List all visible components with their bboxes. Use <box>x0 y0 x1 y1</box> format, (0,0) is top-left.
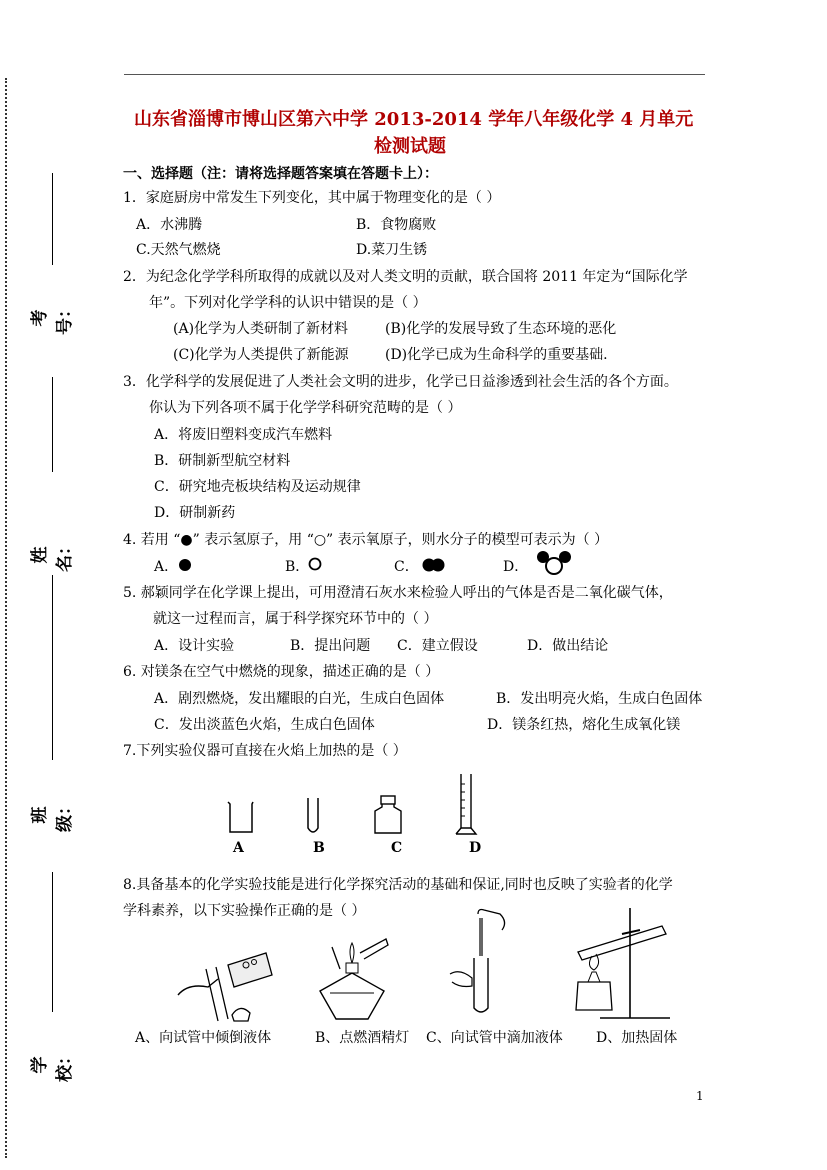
q5-option-c: C．建立假设 <box>397 638 478 654</box>
q8-option-c: C、向试管中滴加液体 <box>426 1030 563 1046</box>
single-solid-atom-icon <box>178 558 192 572</box>
q8-option-d: D、加热固体 <box>596 1030 678 1046</box>
pouring-liquid-icon <box>168 935 288 1023</box>
page-title-line2: 检测试题 <box>374 136 446 157</box>
q6-stem: 6. 对镁条在空气中燃烧的现象，描述正确的是（ ） <box>123 664 440 680</box>
q3-option-b: B．研制新型航空材料 <box>154 453 291 469</box>
q1-stem: 1．家庭厨房中常发生下列变化，其中属于物理变化的是（ ） <box>123 190 501 206</box>
class-label: 班级： <box>30 798 75 832</box>
q1-option-b: B．食物腐败 <box>356 217 437 233</box>
q1-option-a: A．水沸腾 <box>136 217 203 233</box>
q8-stem-line2: 学科素养，以下实验操作正确的是（ ） <box>123 903 366 919</box>
q7-option-d: D <box>469 840 482 856</box>
school-underline <box>52 872 53 1012</box>
binding-dotted-line <box>5 78 7 1158</box>
q6-option-d: D．镁条红热，熔化生成氧化镁 <box>487 717 681 733</box>
q5-stem-line1: 5. 郝颖同学在化学课上提出，可用澄清石灰水来检验人呼出的气体是否是二氧化碳气体， <box>123 585 673 601</box>
water-molecule-icon <box>536 549 572 577</box>
q4-option-b: B． <box>285 559 310 575</box>
exam-no-label: 考号： <box>30 301 75 335</box>
school-label: 学校： <box>30 1048 75 1082</box>
q1-option-c: C.天然气燃烧 <box>136 242 221 258</box>
q3-option-c: C．研究地壳板块结构及运动规律 <box>154 479 361 495</box>
q7-option-b: B <box>313 840 325 856</box>
q3-option-d: D．研制新药 <box>154 505 236 521</box>
q2-option-a: (A)化学为人类研制了新材料 <box>173 321 349 337</box>
name-underline <box>52 377 53 472</box>
page-title-line1: 山东省淄博市博山区第六中学 2013-2014 学年八年级化学 4 月单元 <box>134 109 694 130</box>
heating-solid-icon <box>570 906 682 1022</box>
q5-option-b: B．提出问题 <box>290 638 371 654</box>
q5-option-d: D．做出结论 <box>527 638 609 654</box>
q2-option-c: (C)化学为人类提供了新能源 <box>173 347 349 363</box>
q7-option-c: C <box>391 840 403 856</box>
q3-stem-line2: 你认为下列各项不属于化学学科研究范畴的是（ ） <box>149 400 462 416</box>
name-label: 姓名： <box>30 538 75 572</box>
q8-option-a: A、向试管中倾倒液体 <box>135 1030 272 1046</box>
q2-stem-line2: 年”。下列对化学学科的认识中错误的是（ ） <box>149 295 427 311</box>
q8-stem-line1: 8.具备基本的化学实验技能是进行化学探究活动的基础和保证,同时也反映了实验者的化学 <box>123 877 673 893</box>
q2-stem-line1: 2．为纪念化学学科所取得的成就以及对人类文明的贡献，联合国将 2011 年定为“国际化学 <box>123 269 688 285</box>
q4-option-a: A． <box>154 559 179 575</box>
q7-stem: 7.下列实验仪器可直接在火焰上加热的是（ ） <box>123 743 407 759</box>
beaker-icon <box>226 800 254 834</box>
q6-option-b: B．发出明亮火焰，生成白色固体 <box>496 691 703 707</box>
exam-no-underline <box>52 173 53 265</box>
q6-option-a: A．剧烈燃烧，发出耀眼的白光，生成白色固体 <box>154 691 445 707</box>
graduated-cylinder-icon <box>452 772 480 836</box>
page-number: 1 <box>696 1089 704 1103</box>
header-rule <box>124 74 705 75</box>
single-hollow-atom-icon <box>308 557 322 571</box>
q2-option-b: (B)化学的发展导致了生态环境的恶化 <box>385 321 617 337</box>
section-heading: 一、选择题（注：请将选择题答案填在答题卡上）： <box>123 166 438 182</box>
q5-stem-line2: 就这一过程而言，属于科学探究环节中的（ ） <box>153 611 438 627</box>
q4-option-d: D． <box>503 559 529 575</box>
q1-option-d: D.菜刀生锈 <box>356 242 428 258</box>
q2-option-d: (D)化学已成为生命科学的重要基础. <box>385 347 608 363</box>
q3-option-a: A．将废旧塑料变成汽车燃料 <box>154 427 333 443</box>
q7-option-a: A <box>233 840 244 856</box>
q6-option-c: C．发出淡蓝色火焰，生成白色固体 <box>154 717 375 733</box>
q8-option-b: B、点燃酒精灯 <box>315 1030 410 1046</box>
lighting-alcohol-lamp-icon <box>312 933 392 1023</box>
q3-stem-line1: 3．化学科学的发展促进了人类社会文明的进步，化学已日益渗透到社会生活的各个方面。 <box>123 374 678 390</box>
two-solid-atoms-icon <box>422 558 446 572</box>
test-tube-icon <box>305 796 321 836</box>
q4-option-c: C． <box>394 559 419 575</box>
dropping-liquid-icon <box>446 908 516 1020</box>
reagent-bottle-icon <box>372 795 404 835</box>
q4-stem: 4. 若用 “●” 表示氢原子，用 “○” 表示氧原子，则水分子的模型可表示为（ ） <box>123 532 609 548</box>
class-underline <box>52 575 53 760</box>
q5-option-a: A．设计实验 <box>154 638 235 654</box>
